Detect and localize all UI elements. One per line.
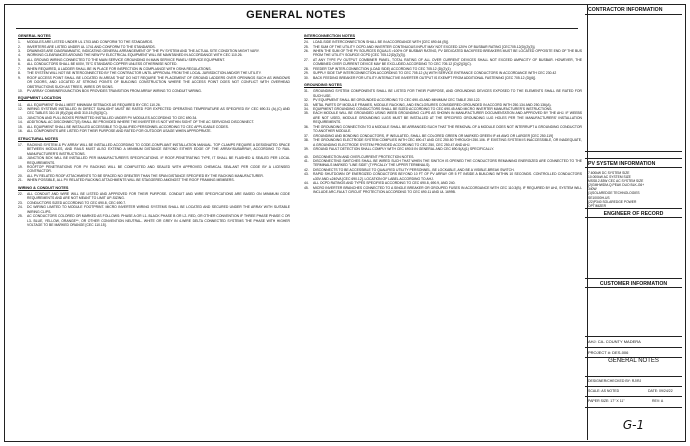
section-heading: INTERCONNECTION NOTES [304,34,356,38]
note-number: 28. [304,66,309,71]
note-text: MICRO INVERTER BRANCHES CONNECTED TO A SINGLE BREAKER OR GROUPED FUSES IN ACCORDANCE WITH CEC 110.3(B). IF REQUIRED BY AHJ, SYSTEM WILL INCLUDE ARC-FAULT CIRCUIT PROTECTION ACCORDING TO CEC 690.11 AND UL 1699B. [313,185,582,195]
note-item [18,129,290,133]
note-number: 40. [304,154,309,159]
contractor-info-heading: CONTRACTOR INFORMATION [585,5,682,15]
pv-info-line: 7.600kW DC SYSTEM SIZE [588,171,630,175]
note-number: 24. [304,40,309,45]
note-number: 2. [18,44,21,49]
divider [585,151,682,152]
note-number: 33. [304,102,309,107]
note-item [18,76,290,89]
note-number: 25. [18,214,23,219]
note-text: ROOFTOP PENETRATIONS FOR PV RACKING WILL BE COMPLETED AND SEALED WITH APPROVED CHEMICAL SEALANT PER CODE BY A LICENSED CONTRACTOR. [27,165,290,174]
notes-panel [4,4,588,440]
note-number: 23. [18,200,23,205]
ahj-field: AHJ: CA- COUNTY MADERA [588,339,641,344]
note-item [18,178,290,182]
section-heading: EQUIPMENT LOCATION [18,96,62,101]
divider [585,347,682,348]
divider [585,407,682,408]
note-text: ALL OCPD RATINGS AND TYPES SPECIFIED ACCORDING TO CEC 690.8, 690.9, AND 240. [313,181,456,186]
section-heading: GENERAL NOTES [18,34,51,38]
note-text: ALL GROUND WIRING CONNECTED TO THE MAIN SERVICE GROUNDING IN MAIN SERVICE PANEL/ SERVICE EQUIPMENT. [27,57,226,62]
note-text: EACH MODULE WILL BE GROUNDED USING WEEB GROUNDING CLIPS AS SHOWN IN MANUFACTURER DOCUMENTATION AND APPROVED BY THE AHJ. IF WEEBS ARE NOT USED, MODULE GROUNDING LUGS MUST BE INSTALLED AT THE SPECIFIED GROUNDING LUG HOLES PER THE MANUFACTURERS' INSTALLATION REQUIREMENTS. [313,111,582,125]
note-text: ALL CONDUCTORS SHALL BE 600V, 75°C STANDARD COPPER UNLESS OTHERWISE NOTED. [27,62,178,67]
note-text: ALL COMPONENTS ARE LISTED FOR THEIR PURPOSE AND RATED FOR OUTDOOR USAGE WHEN APPROPRIATE. [27,129,212,134]
note-number: 42. [304,167,309,172]
note-item [304,89,582,98]
note-item [304,111,582,124]
note-number: 16. [18,129,23,134]
notes-column-right [304,34,582,195]
note-text: ROOF ACCESS POINT SHALL BE LOCATED IN AREAS THAT DO NOT REQUIRE THE PLACEMENT OF GROUND LADDERS OVER OPENINGS SUCH AS WINDOWS OR DOORS, AND LOCATED AT STRONG POINTS OF BUILDING CONSTRUCTION WHERE THE ACCESS POINT DOES NOT CONFLICT WITH OVERHEAD OBSTRUCTIONS SUCH AS TREES, WIRES OR SIGNS. [27,75,290,89]
note-number: 44. [304,181,309,186]
pv-info-line: OPTIMIZER [588,203,606,208]
note-item [18,214,290,227]
divider [585,376,682,377]
note-item [18,156,290,165]
note-text: DISCONNECTING SWITCHES SHALL BE WIRED SUCH THAT WHEN THE SWITCH IS OPENED THE CONDUCTORS REMAINING ENERGIZED ARE CONNECTED TO THE TERMINALS MARKED "LINE SIDE" (TYPICALLY THE UPPER TERMINALS). [313,158,582,168]
note-text: DC WIRING LIMITED TO MODULE FOOTPRINT. MICRO INVERTER WIRING SYSTEMS SHALL BE LOCATED AND SECURED UNDER THE ARRAY WITH SUITABLE WIRING CLIPS. [27,205,290,214]
sheet-number: G-1 [622,418,645,432]
note-text: THE SUM OF THE UTILITY OCPD AND INVERTER CONTINUOUS INPUT MAY NOT EXCEED 120% OF BUSBAR RATING [CEC705.12(D)(2)(3)]. [313,44,536,49]
note-number: 45. [304,185,309,190]
note-number: 32. [304,98,309,103]
note-text: BACK FEEDING BREAKER FOR UTILITY-INTERACTIVE INVERTER OUTPUT IS EXEMPT FROM ADDITIONAL FASTENING [CEC 705.12 (D)(6)]. [313,75,537,80]
note-text: SUPPLY SIDE TAP INTERCONNECTION ACCORDING TO CEC 705.12 (A) WITH SERVICE ENTRANCE CONDUCTORS IN ACCORDANCE WITH CEC 230.42 [313,71,557,76]
note-text: DISCONNECTS TO BE ACCESSIBLE TO QUALIFIED UTILITY PERSONNEL, BE LOCKABLE, AND BE A VISIBLE-BREAK SWITCH. [313,167,515,172]
note-number: 41. [304,158,309,163]
sheet-title: GENERAL NOTES [608,358,659,364]
page-title: GENERAL NOTES [246,9,346,21]
engineer-of-record-block [585,208,682,218]
note-text: EQUIPMENT GROUNDING CONDUCTORS SHALL BE SIZED ACCORDING TO CEC 690.45 AND MICRO INVERTER MANUFACTURER'S INSTRUCTIONS. [313,106,553,111]
note-number: 22. [18,191,23,196]
note-text: RAPID SHUTDOWN OF ENERGIZED CONDUCTORS BEYOND 10 FT OF PV ARRAY OR 5 FT INSIDE A BUILDING WITHIN 10 SECONDS. CONTROLLED CONDUCTORS ≤30V AND ≤240VA [CEC 690.12]. LOCATION OF LABEL ACCORDING TO AHJ. [313,172,582,181]
customer-info-heading: CUSTOMER INFORMATION [585,278,682,288]
note-number: 3. [18,48,21,53]
note-item [304,125,582,134]
note-number: 6. [18,62,21,67]
note-item [18,107,290,116]
note-text: LOAD-SIDE INTERCONNECTION SHALL BE IN ACCORDANCE WITH [CEC 690.64 (B)]. [313,40,449,45]
pv-system-info-block [585,158,682,168]
paper-size-field: PAPER SIZE: 17" X 11" [588,399,625,403]
note-number: 31. [304,89,309,94]
note-text: AT ANY TYPE PV OUTPUT COMBINER PANEL, TOTAL RATING OF ALL OVER CURRENT DEVICES SHALL NOT EXCEED AMPACITY OF BUSBAR. HOWEVER, THE COMBINED OVER CURRENT DEVICE MAY BE EXCLUDED ACCORDING TO CEC 705.12 (D)(2)(3)(C). [313,57,582,67]
project-number-field: PROJECT #: DES-006 [588,350,629,355]
note-number: 7. [18,66,21,71]
note-item [18,143,290,156]
pv-info-line: (22)P340 SOLAREDGE POWER [588,199,637,204]
note-number: 34. [304,106,309,111]
pv-info-line: (1)SOLAREDGE TECHNOLOGIES [588,191,640,196]
note-text: JUNCTION BOX WILL BE INSTALLED PER MANUFACTURER'S SPECIFICATIONS. IF ROOF-PENETRATING TYPE, IT SHALL BE FLASHED & SEALED PER LOCAL REQUIREMENTS. [27,156,290,165]
note-number: 21. [18,178,23,183]
section-heading: STRUCTURAL NOTES [18,136,59,141]
note-item [18,192,290,201]
note-text: WIRING SYSTEMS INSTALLED IN DIRECT SUNLIGHT MUST BE RATED FOR EXPECTED OPERATING TEMPERATURE AS SPECIFIED BY CEC 690.31 (A),(C) AND CEC TABLES 310.15 (B)(2)(A) AND 310.15 (B)(3)(C). [27,106,290,116]
note-number: 25. [304,44,309,49]
note-number: 35. [304,111,309,116]
note-item [304,58,582,67]
pv-info-line: (2)GMHWDM-Q.PEAK DUO BLK-G6+ [588,183,645,188]
pv-info-line: 340W [588,187,597,192]
note-number: 20. [18,173,23,178]
title-divider [16,28,578,29]
note-number: 36. [304,124,309,129]
note-item [304,186,582,195]
note-number: 13. [18,115,23,120]
notes-column-left [18,34,290,228]
note-number: 11. [18,102,23,107]
note-text: GROUNDING SYSTEM COMPONENTS SHALL BE LISTED FOR THEIR PURPOSE, AND GROUNDING DEVICES EXPOSED TO THE ELEMENTS SHALL BE RATED FOR SUCH USE. [313,89,582,98]
pv-system-info-lines [588,171,680,208]
note-number: 37. [304,133,309,138]
note-number: 29. [304,71,309,76]
designer-field: DESIGNER/CHECKED BY: RJ/RJ [588,379,642,383]
note-text: DRAWINGS ARE DIAGRAMMATIC, INDICATING GENERAL ARRANGEMENT OF THE PV SYSTEM AND THE ACTUAL SITE CONDITION MIGHT VARY. [27,48,260,53]
note-number: 5. [18,57,21,62]
note-text: ADDITIONAL AC DISCONNECT(S) SHALL BE PROVIDED WHERE THE INVERTER IS NOT WITHIN SIGHT OF THE AC SERVICING DISCONNECT. [27,120,255,125]
scale-field: SCALE: AS NOTED [588,389,620,393]
note-item [18,165,290,174]
note-number: 30. [304,75,309,80]
note-text: METAL PARTS OF MODULE FRAMES, MODULE RACKING, AND ENCLOSURES CONSIDERED GROUNDED IN ACCORD WITH 250.134 AND 250.136(A). [313,102,552,107]
divider [585,396,682,397]
note-text: GROUND FAULT DETECTION SHALL COMPLY WITH CEC 690.5 IN GENERAL AND CEC 690.5(A)(1) SPECIFICALLY. [313,147,495,152]
contractor-info-block [585,5,682,15]
note-item [304,172,582,181]
section-heading: GROUNDING NOTES [304,83,342,88]
pv-system-info-heading: PV SYSTEM INFORMATION [585,158,682,168]
note-text: ALL PV RELATED ROOF ATTACHMENTS TO BE SPACED NO GREATER THAN THE SPAN DISTANCE SPECIFIED BY THE RACKING MANUFACTURER. [27,173,264,178]
note-number: 15. [18,124,23,129]
note-text: FEEDER TAP INTER-CONNECTION (LOAD SIDE) ACCORDING TO CEC 705.12 (D)(2)(1) [313,66,451,71]
note-item [18,205,290,214]
note-text: WHEN REQUIRED, A LADDER SHALL BE IN PLACE FOR INSPECTION IN COMPLIANCE WITH OSHA REGULATIONS. [27,66,212,71]
pv-info-line: MSS8.2.83W CEC AC SYSTEM SIZE [588,179,644,184]
note-text: GROUNDING AND BONDING CONDUCTORS, IF INSULATED, SHALL BE COLORED GREEN OR MARKED GREEN IF #4 AWG OR LARGER [CEC 250.119] [313,133,553,138]
note-number: 26. [304,48,309,53]
note-item [304,138,582,147]
note-text: INVERTERS ARE LISTED UNDER UL 1741 AND CONFORM TO THE STANDARDS. [27,44,156,49]
divider [585,386,682,387]
note-number: 17. [18,142,23,147]
note-text: THE SYSTEM WILL NOT BE INTERCONNECTED BY THE CONTRACTOR UNTIL APPROVAL FROM THE LOCAL JURISDICTION AND/OR THE UTILITY. [27,71,262,76]
note-number: 4. [18,53,21,58]
date-field: DATE: 09/24/22 [648,389,673,393]
note-text: RACKING SYSTEM & PV ARRAY WILL BE INSTALLED ACCORDING TO CODE-COMPLIANT INSTALLATION MANUAL. TOP CLAMPS REQUIRE A DESIGNATED SPACE BETWEEN MODULES, AND RAILS MUST ALSO EXTEND A MINIMUM DISTANCE BEYOND EITHER EDGE OF THE ARRAY/SUBARRAY, ACCORDING TO RAIL MANUFACTURER'S INSTRUCTIONS. [27,142,290,156]
note-text: AC CONDUCTORS COLORED OR MARKED AS FOLLOWS: PHASE A OR L1- BLACK PHASE B OR L2- RED, OR OTHER CONVENTION IF THREE PHASE PHASE C OR L3- BLUE, YELLOW, ORANGE**, OR OTHER CONVENTION NEUTRAL- WHITE OR GREY IN 4-WIRE DELTA CONNECTED SYSTEMS THE PHASE WITH HIGHER VOLTAGE TO BE MARKED ORANGE [CEC 110.15]. [27,214,290,228]
engineer-of-record-heading: ENGINEER OF RECORD [585,208,682,218]
customer-info-block [585,278,682,288]
pv-info-line: 10.000kW AC SYSTEM SIZE [588,175,631,180]
note-number: 12. [18,106,23,111]
note-text: MODULES ARE LISTED UNDER UL 1703 AND CONFORM TO THE STANDARDS. [27,40,154,45]
note-number: 43. [304,172,309,177]
note-number: 18. [18,156,23,161]
note-number: 39. [304,147,309,152]
note-text: PV ARRAY COMBINER/JUNCTION BOX PROVIDES TRANSITION FROM ARRAY WIRING TO CONDUIT WIRING. [27,89,202,94]
note-number: 14. [18,120,23,125]
note-number: 27. [304,57,309,62]
divider [585,336,682,337]
note-text: THE GROUNDING CONNECTION TO A MODULE SHALL BE ARRANGED SUCH THAT THE REMOVAL OF A MODULE DOES NOT INTERRUPT A GROUNDING CONDUCTOR TO ANOTHER MODULE. [313,124,582,134]
note-number: 19. [18,165,23,170]
note-item [18,89,290,93]
note-text: PV EQUIPMENT SHALL BE GROUNDED ACCORDING TO CEC 690.43 AND MINIMUM CEC TABLE 250.122. [313,98,481,103]
note-text: WHEN POSSIBLE, ALL PV RELATED RACKING ATTACHMENTS WILL BE STAGGERED AMONGST THE ROOF FRAMING MEMBERS. [27,178,235,183]
pv-info-line: SE10000H-US [588,195,610,200]
note-number: 38. [304,138,309,143]
note-text: DISCONNECTION AND OVER-CURRENT PROTECTION NOTES. [313,154,415,159]
note-item [304,49,582,58]
note-item [304,159,582,168]
note-text: CONDUCTORS SIZED ACCORDING TO CEC 690.8, CEC 690.7. [27,200,127,205]
note-number: 10. [18,89,23,94]
note-text: THE GROUNDING ELECTRODE SYSTEM COMPLIES WITH CEC 690.47 AND CEC 250.50 THROUGH 250.106. IF EXISTING SYSTEM IS INACCESSIBLE, OR INADEQUATE, A GROUNDING ELECTRODE SYSTEM PROVIDED ACCORDING TO CEC 250, CEC 250.47 AND AHJ. [313,138,582,147]
note-number: 1. [18,40,21,45]
note-number: 24. [18,205,23,210]
revision-field: REV: A [652,399,664,403]
note-text: WORKING CLEARANCES AROUND THE NEW PV ELECTRICAL EQUIPMENT WILL BE MAINTAINED IN ACCORDANCE WITH CEC 110.26. [27,53,243,58]
note-text: ALL EQUIPMENT SHALL BE INSTALLED ACCESSIBLE TO QUALIFIED PERSONNEL ACCORDING TO CEC APPLICABLE CODES. [27,124,229,129]
note-text: JUNCTION AND PULL BOXES PERMITTED INSTALLED UNDER PV MODULES ACCORDING TO CEC 690.34. [27,115,198,120]
section-heading: WIRING & CONDUIT NOTES [18,185,69,190]
note-number: 8. [18,71,21,76]
note-text: WHEN THE SUM OF THE PV SOURCES EQUALS >100% OF BUSBAR RATING, PV DEDICATED BACKFEED BREAKERS MUST BE LOCATED OPPOSITE END OF THE BUS FROM THE UTILITY SOURCE OCPD [CEC 705.12(D)(2)(3)]. [313,48,582,58]
note-text: ALL CONDUIT AND WIRE WILL BE LISTED AND APPROVED FOR THEIR PURPOSE. CONDUIT AND WIRE SPECIFICATIONS ARE BASED ON MINIMUM CODE REQUIREMENTS AND ARE NOT MEANT TO LIMIT UP-SIZING. [27,191,290,201]
note-item [304,76,582,80]
note-text: ALL EQUIPMENT SHALL MEET MINIMUM SETBACKS AS REQUIRED BY CEC 110.26. [27,102,161,107]
note-number: 9. [18,75,21,80]
note-item [304,147,582,151]
